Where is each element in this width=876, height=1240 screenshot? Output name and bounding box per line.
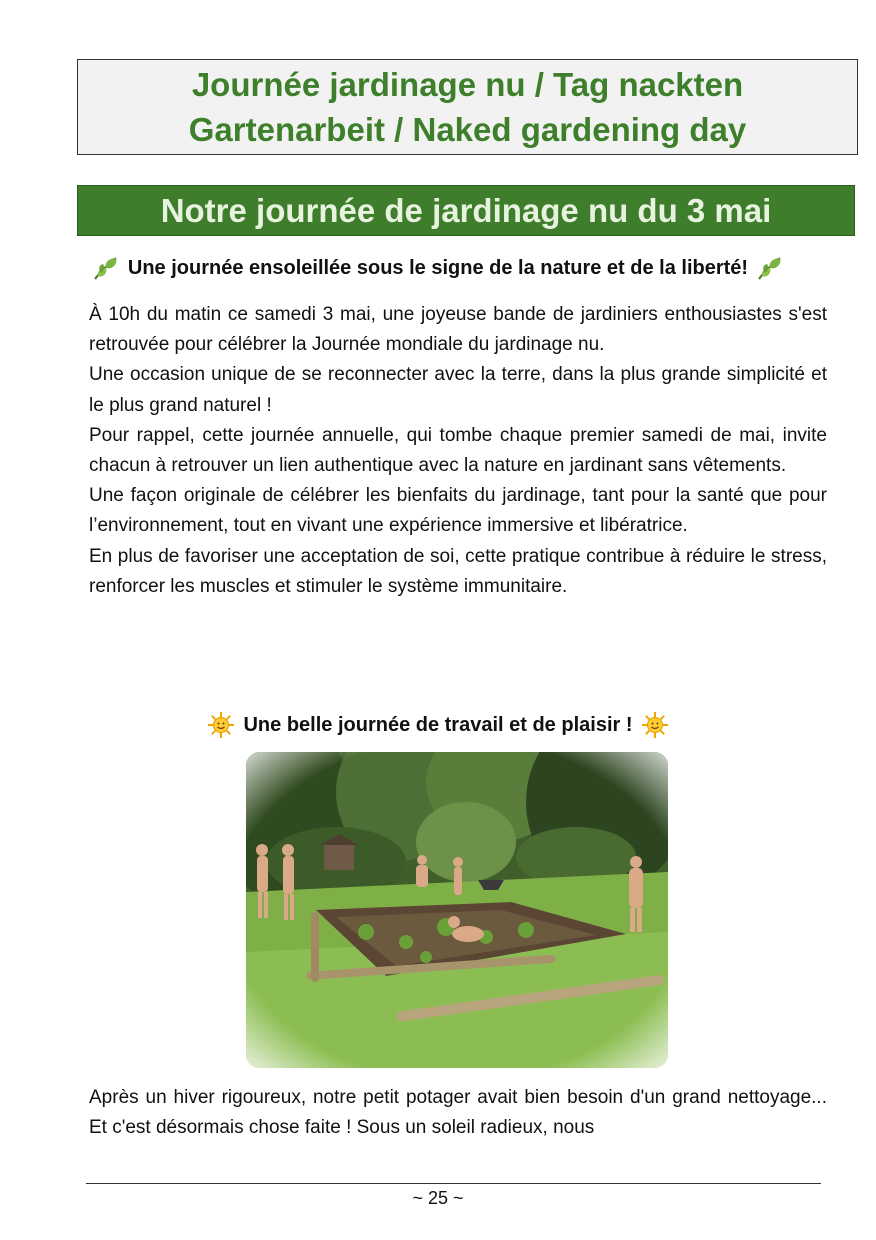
sun-icon [641,711,669,739]
subheading-1-text: Une journée ensoleillée sous le signe de la nature et de la liberté! [127,256,749,279]
leaf-icon [756,254,784,282]
footer-divider [86,1183,821,1184]
paragraph: Pour rappel, cette journée annuelle, qui tombe chaque premier samedi de mai, invite chacun à retrouver un lien authentique avec la nature en jardinant sans vêtements. [89,424,827,477]
page-number: ~ 25 ~ [412,1188,464,1208]
page-title-line-2: Gartenarbeit / Naked gardening day [188,111,747,148]
subheading-2 [0,711,876,739]
subheading-2-text: Une belle journée de travail et de plaisir ! [243,713,633,736]
paragraph: En plus de favoriser une acceptation de soi, cette pratique contribue à réduire le stress, renforcer les muscles et stimuler le système immunitaire. [89,545,827,597]
garden-photo [246,752,668,1068]
leaf-icon [92,254,120,282]
page-title-line-1: Journée jardinage nu / Tag nackten [191,66,744,103]
paragraph: Une occasion unique de se reconnecter avec la terre, dans la plus grande simplicité et le plus grand naturel ! [89,364,827,416]
section-banner [77,185,855,236]
section-banner-text: Notre journée de jardinage nu du 3 mai [160,191,772,229]
paragraph: Une façon originale de célébrer les bienfaits du jardinage, tant pour la santé que pour l’environnement, tout en vivant une expérience immersive et libératrice. [89,485,827,537]
closing-paragraphs [89,1083,827,1143]
intro-paragraphs [89,300,827,602]
paragraph: À 10h du matin ce samedi 3 mai, une joyeuse bande de jardiniers enthousiastes s'est retrouvée pour célébrer la Journée mondiale du jardinage nu. [89,304,827,356]
sun-icon [207,711,235,739]
title-box [77,59,858,155]
paragraph: Après un hiver rigoureux, notre petit potager avait bien besoin d'un grand nettoyage... Et c'est désormais chose faite ! Sous un soleil radieux, nous [89,1087,827,1139]
subheading-1 [0,254,876,282]
